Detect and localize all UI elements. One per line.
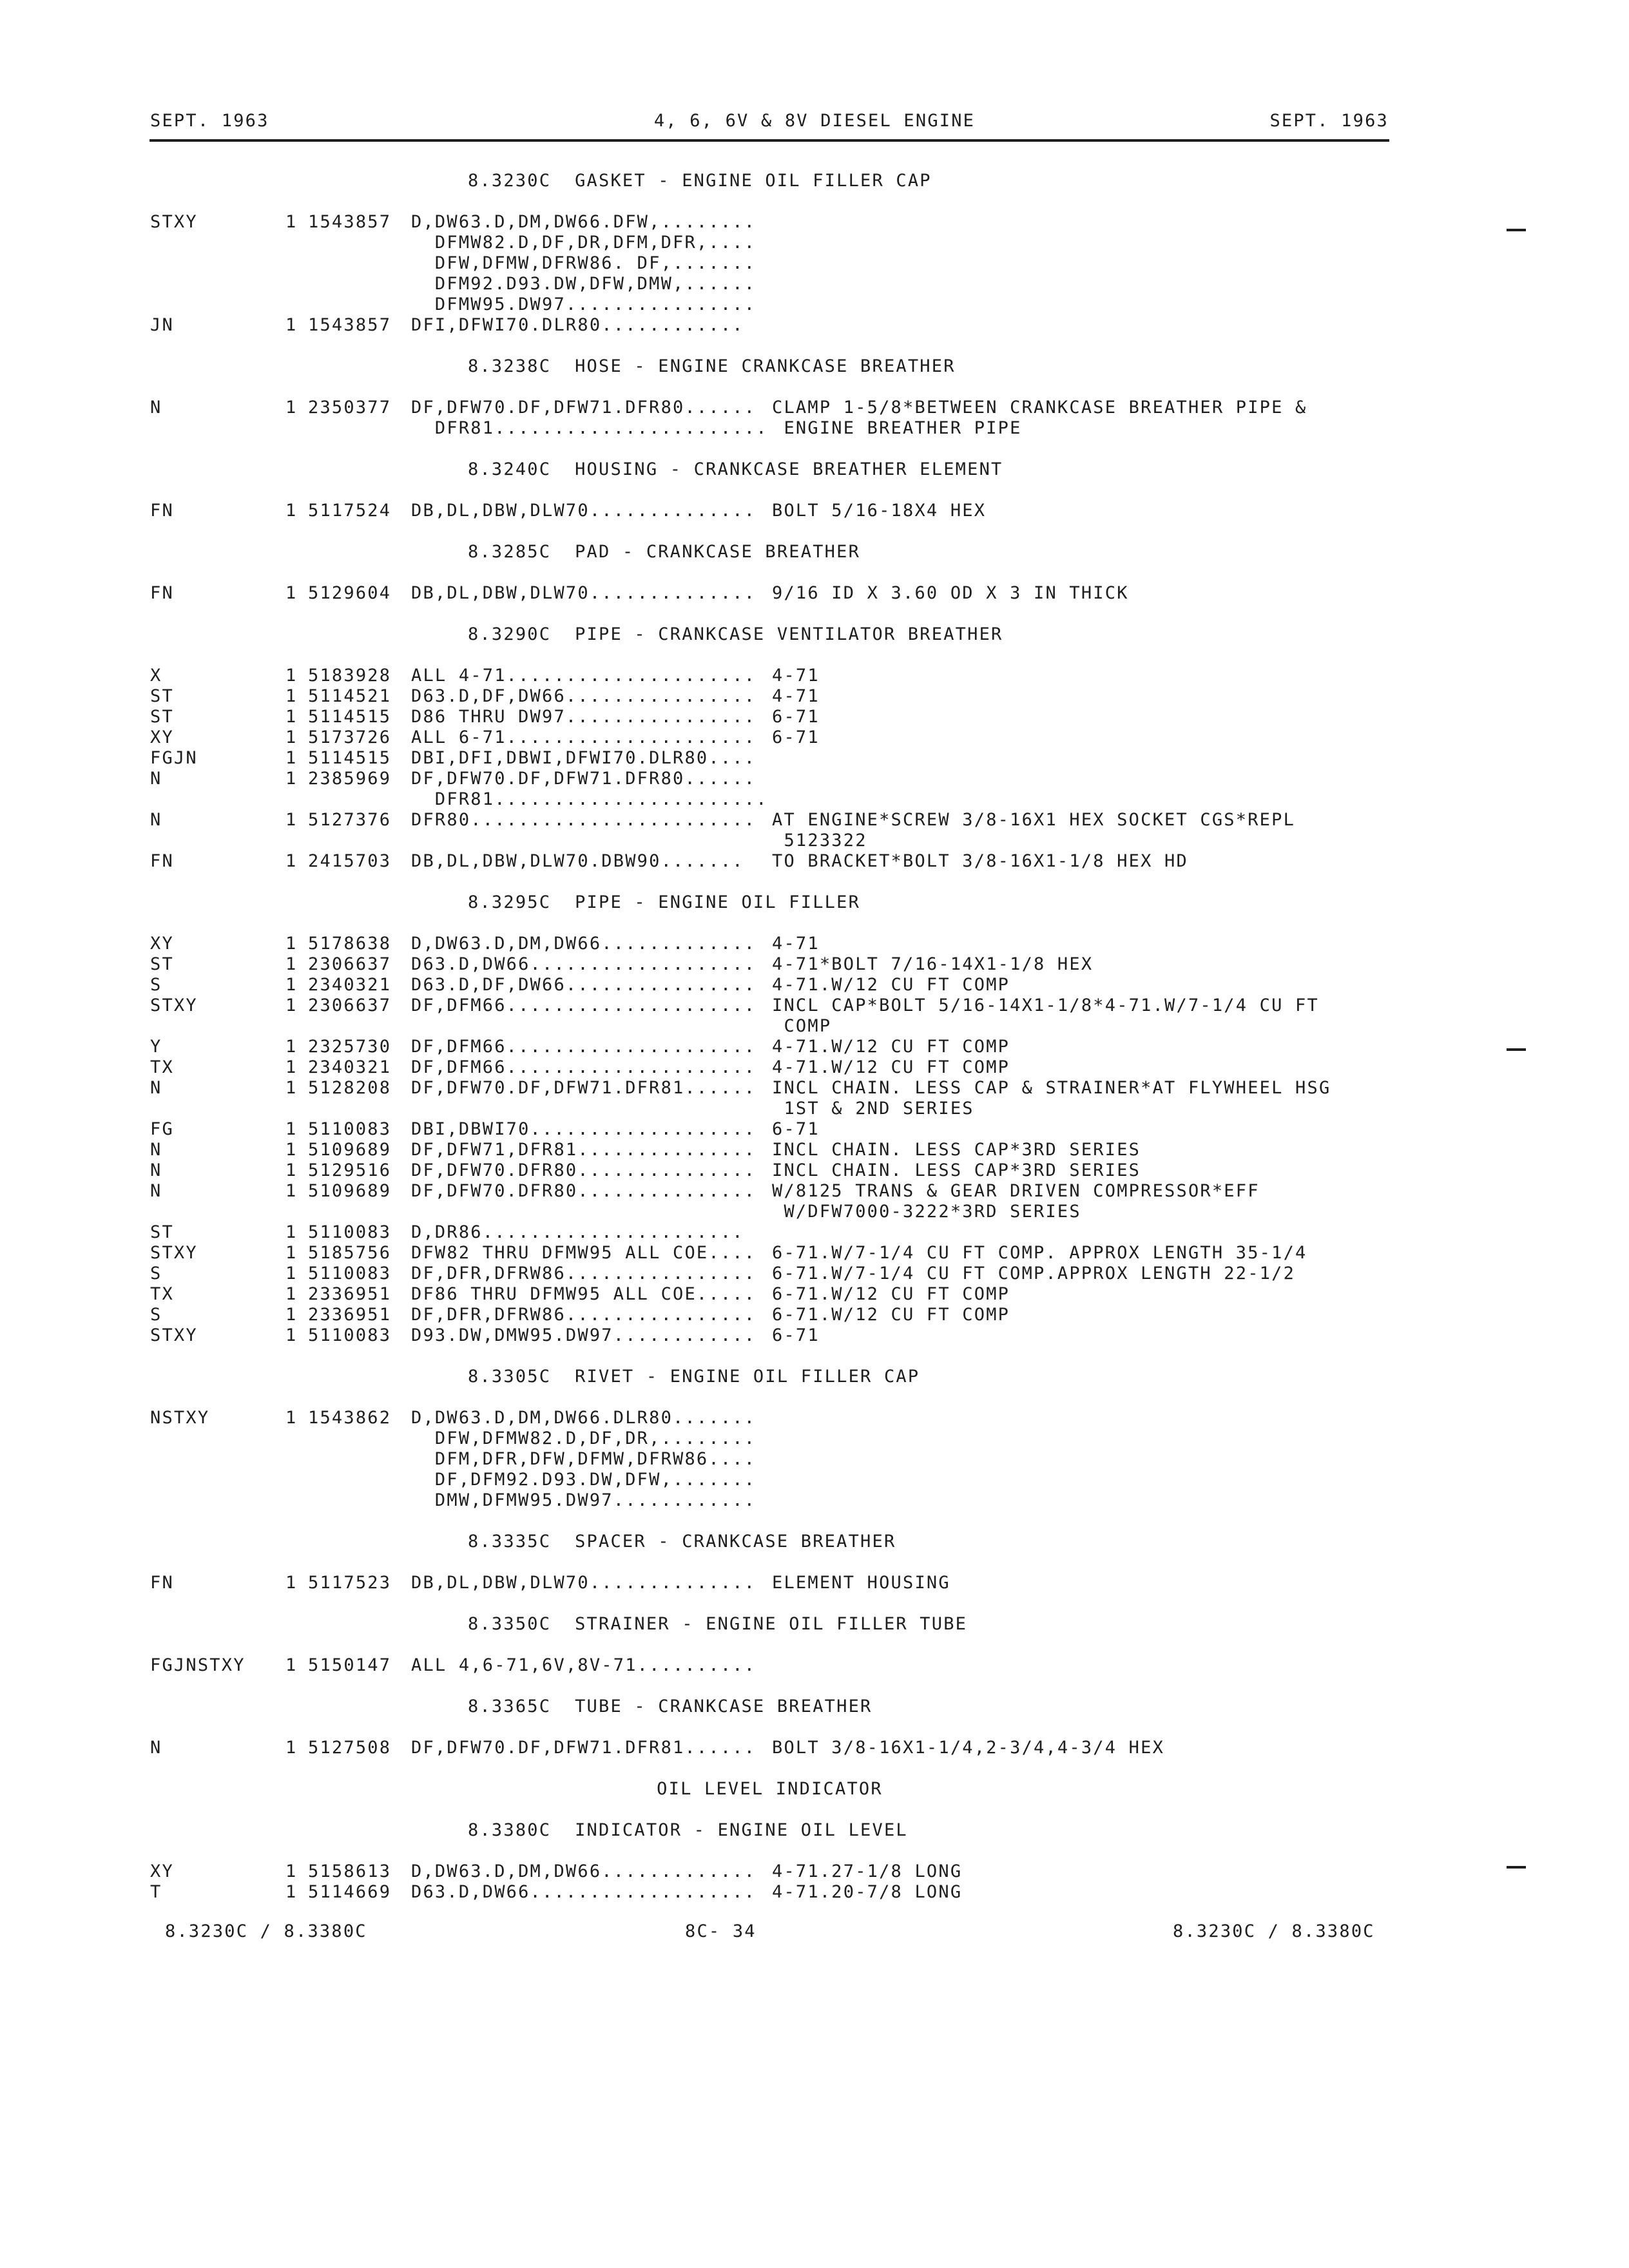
blank-line <box>150 377 1439 398</box>
footer-page-number: 8C- 34 <box>685 1921 757 1941</box>
model-applicability: D,DW63.D,DM,DW66.DFW,........ <box>411 212 757 232</box>
item-quantity: 1 <box>285 583 298 603</box>
item-quantity: 1 <box>285 501 298 521</box>
list-item <box>150 1264 1439 1284</box>
part-number: 5110083 <box>308 1119 392 1139</box>
item-remark: W/DFW7000-3222*3RD SERIES <box>772 1202 1081 1222</box>
model-applicability: DFW,DFMW,DFRW86. DF,....... <box>411 253 757 273</box>
item-code: N <box>150 1160 162 1180</box>
model-applicability: D63.D,DW66................... <box>411 1882 757 1902</box>
item-code: ST <box>150 1222 174 1242</box>
part-number: 5173726 <box>308 727 392 747</box>
model-applicability: D,DR86...................... <box>411 1222 744 1242</box>
section-heading: 8.3238C HOSE - ENGINE CRANKCASE BREATHER <box>468 356 956 376</box>
list-item <box>150 1243 1439 1264</box>
list-item <box>150 995 1439 1016</box>
item-quantity: 1 <box>285 1573 298 1593</box>
item-remark: 6-71 <box>772 1325 820 1345</box>
item-code: N <box>150 1181 162 1201</box>
list-item <box>150 1202 1439 1222</box>
item-quantity: 1 <box>285 1140 298 1160</box>
list-item <box>150 1655 1439 1676</box>
item-code: N <box>150 769 162 789</box>
part-number: 2336951 <box>308 1284 392 1304</box>
item-quantity: 1 <box>285 1655 298 1675</box>
model-applicability: DF,DFR,DFRW86................ <box>411 1305 757 1325</box>
list-item <box>150 686 1439 707</box>
item-code: S <box>150 1305 162 1325</box>
item-remark: BOLT 5/16-18X4 HEX <box>772 501 987 521</box>
section-heading-line <box>150 356 1439 377</box>
item-quantity: 1 <box>285 1078 298 1098</box>
part-number: 5110083 <box>308 1325 392 1345</box>
model-applicability: DFR80........................ <box>411 810 757 830</box>
item-code: STXY <box>150 1325 198 1345</box>
item-remark: 4-71.W/12 CU FT COMP <box>772 1057 1010 1077</box>
list-item <box>150 233 1439 253</box>
item-remark: 6-71 <box>772 707 820 727</box>
section-heading-line <box>150 1614 1439 1635</box>
item-quantity: 1 <box>285 1057 298 1077</box>
model-applicability: DF,DFM92.D93.DW,DFW,....... <box>411 1470 757 1490</box>
item-remark: 6-71.W/7-1/4 CU FT COMP.APPROX LENGTH 22-1/2 <box>772 1264 1296 1283</box>
list-item <box>150 851 1439 872</box>
list-item <box>150 418 1439 439</box>
part-number: 2340321 <box>308 1057 392 1077</box>
model-applicability: ALL 4-71..................... <box>411 666 757 686</box>
item-code: FN <box>150 583 174 603</box>
blank-line <box>150 1552 1439 1573</box>
item-code: N <box>150 810 162 830</box>
item-remark: 6-71 <box>772 1119 820 1139</box>
item-quantity: 1 <box>285 1181 298 1201</box>
list-item <box>150 1140 1439 1160</box>
item-remark: INCL CHAIN. LESS CAP*3RD SERIES <box>772 1140 1141 1160</box>
part-number: 5158613 <box>308 1861 392 1881</box>
list-item <box>150 1016 1439 1037</box>
blank-line <box>150 1676 1439 1696</box>
item-quantity: 1 <box>285 666 298 686</box>
section-heading-line <box>150 624 1439 645</box>
item-remark: BOLT 3/8-16X1-1/4,2-3/4,4-3/4 HEX <box>772 1738 1165 1758</box>
blank-line <box>150 645 1439 666</box>
item-quantity: 1 <box>285 975 298 995</box>
item-quantity: 1 <box>285 769 298 789</box>
part-number: 2306637 <box>308 954 392 974</box>
item-remark: W/8125 TRANS & GEAR DRIVEN COMPRESSOR*EFF <box>772 1181 1260 1201</box>
part-number: 2415703 <box>308 851 392 871</box>
item-quantity: 1 <box>285 727 298 747</box>
section-heading: 8.3365C TUBE - CRANKCASE BREATHER <box>468 1696 872 1716</box>
item-code: X <box>150 666 162 686</box>
part-number: 5127508 <box>308 1738 392 1758</box>
list-item <box>150 666 1439 686</box>
group-title-line <box>150 1779 1439 1800</box>
part-number: 5117524 <box>308 501 392 521</box>
item-code: ST <box>150 954 174 974</box>
section-heading-line <box>150 459 1439 480</box>
model-applicability: DB,DL,DBW,DLW70.............. <box>411 501 757 521</box>
model-applicability: DF86 THRU DFMW95 ALL COE..... <box>411 1284 757 1304</box>
part-number: 2385969 <box>308 769 392 789</box>
part-number: 5185756 <box>308 1243 392 1263</box>
item-code: FN <box>150 1573 174 1593</box>
blank-line <box>150 604 1439 624</box>
model-applicability: DBI,DBWI70................... <box>411 1119 757 1139</box>
item-quantity: 1 <box>285 1160 298 1180</box>
part-number: 5178638 <box>308 934 392 954</box>
list-item <box>150 1861 1439 1882</box>
header-rule <box>149 139 1389 142</box>
blank-line <box>150 191 1439 212</box>
item-code: XY <box>150 1861 174 1881</box>
model-applicability: DF,DFW70.DF,DFW71.DFR81...... <box>411 1738 757 1758</box>
item-quantity: 1 <box>285 1882 298 1902</box>
part-number: 1543862 <box>308 1408 392 1428</box>
section-heading: 8.3380C INDICATOR - ENGINE OIL LEVEL <box>468 1820 908 1840</box>
item-code: S <box>150 1264 162 1283</box>
item-code: STXY <box>150 212 198 232</box>
item-code: T <box>150 1882 162 1902</box>
item-remark: 4-71 <box>772 666 820 686</box>
model-applicability: DB,DL,DBW,DLW70.DBW90....... <box>411 851 744 871</box>
blank-line <box>150 336 1439 356</box>
item-quantity: 1 <box>285 1264 298 1283</box>
item-quantity: 1 <box>285 686 298 706</box>
item-remark: 6-71.W/12 CU FT COMP <box>772 1284 1010 1304</box>
blank-line <box>150 1717 1439 1738</box>
item-quantity: 1 <box>285 707 298 727</box>
list-item <box>150 1119 1439 1140</box>
item-remark: 5123322 <box>772 831 867 850</box>
item-remark: INCL CHAIN. LESS CAP*3RD SERIES <box>772 1160 1141 1180</box>
list-item <box>150 1428 1439 1449</box>
list-item <box>150 583 1439 604</box>
list-item <box>150 253 1439 274</box>
blank-line <box>150 913 1439 934</box>
model-applicability: ALL 4,6-71,6V,8V-71.......... <box>411 1655 757 1675</box>
item-code: XY <box>150 727 174 747</box>
item-quantity: 1 <box>285 1284 298 1304</box>
item-quantity: 1 <box>285 1738 298 1758</box>
item-code: ST <box>150 686 174 706</box>
list-item <box>150 1573 1439 1593</box>
model-applicability: D63.D,DW66................... <box>411 954 757 974</box>
list-item <box>150 934 1439 954</box>
list-item <box>150 975 1439 995</box>
part-number: 5114521 <box>308 686 392 706</box>
item-code: S <box>150 975 162 995</box>
footer-range-right: 8.3230C / 8.3380C <box>1173 1921 1375 1941</box>
part-number: 5114669 <box>308 1882 392 1902</box>
item-remark: ELEMENT HOUSING <box>772 1573 950 1593</box>
list-item <box>150 1078 1439 1099</box>
item-quantity: 1 <box>285 1037 298 1057</box>
model-applicability: ALL 6-71..................... <box>411 727 757 747</box>
model-applicability: DB,DL,DBW,DLW70.............. <box>411 1573 757 1593</box>
model-applicability: DFW,DFMW82.D,DF,DR,........ <box>411 1428 757 1448</box>
item-code: STXY <box>150 995 198 1015</box>
part-number: 5114515 <box>308 748 392 768</box>
model-applicability: DFI,DFWI70.DLR80............ <box>411 315 744 335</box>
header-title: 4, 6, 6V & 8V DIESEL ENGINE <box>653 111 976 131</box>
item-remark: 4-71.27-1/8 LONG <box>772 1861 963 1881</box>
item-remark: 6-71.W/7-1/4 CU FT COMP. APPROX LENGTH 35-1/4 <box>772 1243 1307 1263</box>
blank-line <box>150 1346 1439 1367</box>
list-item <box>150 1490 1439 1511</box>
section-heading: 8.3350C STRAINER - ENGINE OIL FILLER TUBE <box>468 1614 968 1634</box>
section-heading: 8.3305C RIVET - ENGINE OIL FILLER CAP <box>468 1367 920 1387</box>
footer-range-left: 8.3230C / 8.3380C <box>165 1921 367 1941</box>
item-code: FN <box>150 501 174 521</box>
blank-line <box>150 1635 1439 1655</box>
part-number: 2350377 <box>308 398 392 418</box>
part-number: 2306637 <box>308 995 392 1015</box>
section-heading-line <box>150 1367 1439 1387</box>
list-item <box>150 810 1439 831</box>
model-applicability: DFMW95.DW97................ <box>411 294 757 314</box>
item-remark: 4-71 <box>772 934 820 954</box>
model-applicability: DBI,DFI,DBWI,DFWI70.DLR80.... <box>411 748 757 768</box>
part-number: 5128208 <box>308 1078 392 1098</box>
list-item <box>150 1305 1439 1325</box>
item-remark: INCL CAP*BOLT 5/16-14X1-1/8*4-71.W/7-1/4 CU FT <box>772 995 1319 1015</box>
item-remark: 9/16 ID X 3.60 OD X 3 IN THICK <box>772 583 1129 603</box>
item-remark: 4-71.W/12 CU FT COMP <box>772 1037 1010 1057</box>
list-item <box>150 748 1439 769</box>
item-code: N <box>150 1738 162 1758</box>
section-heading: 8.3295C PIPE - ENGINE OIL FILLER <box>468 892 861 912</box>
list-item <box>150 1738 1439 1758</box>
model-applicability: DFR81....................... <box>411 418 768 438</box>
blank-line <box>150 1758 1439 1779</box>
item-quantity: 1 <box>285 1861 298 1881</box>
item-quantity: 1 <box>285 810 298 830</box>
item-remark: 4-71*BOLT 7/16-14X1-1/8 HEX <box>772 954 1094 974</box>
list-item <box>150 274 1439 294</box>
item-remark: 6-71 <box>772 727 820 747</box>
part-number: 5109689 <box>308 1140 392 1160</box>
item-code: TX <box>150 1057 174 1077</box>
list-item <box>150 212 1439 233</box>
item-code: FG <box>150 1119 174 1139</box>
model-applicability: DF,DFM66..................... <box>411 995 757 1015</box>
part-number: 5129516 <box>308 1160 392 1180</box>
item-quantity: 1 <box>285 1243 298 1263</box>
part-number: 5109689 <box>308 1181 392 1201</box>
section-heading: 8.3285C PAD - CRANKCASE BREATHER <box>468 542 861 562</box>
blank-line <box>150 562 1439 583</box>
model-applicability: DF,DFW71,DFR81............... <box>411 1140 757 1160</box>
item-code: JN <box>150 315 174 335</box>
part-number: 1543857 <box>308 212 392 232</box>
model-applicability: DF,DFR,DFRW86................ <box>411 1264 757 1283</box>
list-item <box>150 769 1439 789</box>
section-heading-line <box>150 171 1439 191</box>
item-quantity: 1 <box>285 1325 298 1345</box>
model-applicability: D86 THRU DW97................ <box>411 707 757 727</box>
list-item <box>150 501 1439 521</box>
list-item <box>150 727 1439 748</box>
section-heading-line <box>150 892 1439 913</box>
list-item <box>150 789 1439 810</box>
item-code: XY <box>150 934 174 954</box>
list-item <box>150 1882 1439 1903</box>
model-applicability: D,DW63.D,DM,DW66............. <box>411 934 757 954</box>
revision-mark <box>1507 1048 1526 1051</box>
model-applicability: DMW,DFMW95.DW97............ <box>411 1490 757 1510</box>
model-applicability: DF,DFM66..................... <box>411 1037 757 1057</box>
model-applicability: DFR81....................... <box>411 789 768 809</box>
item-remark: 6-71.W/12 CU FT COMP <box>772 1305 1010 1325</box>
header-date-left: SEPT. 1963 <box>150 111 269 131</box>
item-remark: 4-71.20-7/8 LONG <box>772 1882 963 1902</box>
model-applicability: DFW82 THRU DFMW95 ALL COE.... <box>411 1243 757 1263</box>
list-item <box>150 294 1439 315</box>
item-code: TX <box>150 1284 174 1304</box>
item-quantity: 1 <box>285 1305 298 1325</box>
item-quantity: 1 <box>285 212 298 232</box>
item-quantity: 1 <box>285 748 298 768</box>
item-remark: 4-71.W/12 CU FT COMP <box>772 975 1010 995</box>
model-applicability: DFMW82.D,DF,DR,DFM,DFR,.... <box>411 233 757 253</box>
part-number: 5110083 <box>308 1222 392 1242</box>
item-remark: CLAMP 1-5/8*BETWEEN CRANKCASE BREATHER PIPE & <box>772 398 1307 418</box>
part-number: 2325730 <box>308 1037 392 1057</box>
model-applicability: DFM92.D93.DW,DFW,DMW,...... <box>411 274 757 294</box>
model-applicability: DF,DFW70.DFR80............... <box>411 1181 757 1201</box>
section-heading: 8.3230C GASKET - ENGINE OIL FILLER CAP <box>468 171 932 191</box>
item-remark: ENGINE BREATHER PIPE <box>772 418 1022 438</box>
model-applicability: D,DW63.D,DM,DW66.DLR80....... <box>411 1408 757 1428</box>
blank-line <box>150 872 1439 892</box>
model-applicability: DF,DFM66..................... <box>411 1057 757 1077</box>
blank-line <box>150 1841 1439 1861</box>
blank-line <box>150 1800 1439 1820</box>
part-number: 1543857 <box>308 315 392 335</box>
model-applicability: DF,DFW70.DF,DFW71.DFR81...... <box>411 1078 757 1098</box>
list-item <box>150 1037 1439 1057</box>
item-quantity: 1 <box>285 1119 298 1139</box>
part-number: 5114515 <box>308 707 392 727</box>
part-number: 5183928 <box>308 666 392 686</box>
blank-line <box>150 1387 1439 1408</box>
item-remark: 1ST & 2ND SERIES <box>772 1099 974 1119</box>
list-item <box>150 1057 1439 1078</box>
model-applicability: DB,DL,DBW,DLW70.............. <box>411 583 757 603</box>
model-applicability: DF,DFW70.DFR80............... <box>411 1160 757 1180</box>
list-item <box>150 707 1439 727</box>
model-applicability: D93.DW,DMW95.DW97............ <box>411 1325 757 1345</box>
item-quantity: 1 <box>285 851 298 871</box>
revision-mark <box>1507 229 1526 231</box>
list-item <box>150 1181 1439 1202</box>
section-heading-line <box>150 542 1439 562</box>
blank-line <box>150 521 1439 542</box>
item-quantity: 1 <box>285 934 298 954</box>
list-item <box>150 1470 1439 1490</box>
item-quantity: 1 <box>285 398 298 418</box>
item-quantity: 1 <box>285 315 298 335</box>
part-number: 5127376 <box>308 810 392 830</box>
model-applicability: D,DW63.D,DM,DW66............. <box>411 1861 757 1881</box>
list-item <box>150 398 1439 418</box>
item-remark: AT ENGINE*SCREW 3/8-16X1 HEX SOCKET CGS*REPL <box>772 810 1296 830</box>
list-item <box>150 1449 1439 1470</box>
item-code: FGJN <box>150 748 198 768</box>
list-item <box>150 1160 1439 1181</box>
list-item <box>150 1284 1439 1305</box>
item-quantity: 1 <box>285 995 298 1015</box>
list-item <box>150 831 1439 851</box>
item-code: N <box>150 1140 162 1160</box>
item-remark: 4-71 <box>772 686 820 706</box>
blank-line <box>150 1593 1439 1614</box>
section-heading: 8.3290C PIPE - CRANKCASE VENTILATOR BREATHER <box>468 624 1003 644</box>
list-item <box>150 954 1439 975</box>
part-number: 5150147 <box>308 1655 392 1675</box>
item-code: N <box>150 398 162 418</box>
list-item <box>150 1325 1439 1346</box>
section-heading-line <box>150 1532 1439 1552</box>
list-item <box>150 315 1439 336</box>
section-heading: 8.3240C HOUSING - CRANKCASE BREATHER ELEMENT <box>468 459 1003 479</box>
item-code: Y <box>150 1037 162 1057</box>
item-code: FN <box>150 851 174 871</box>
item-remark: INCL CHAIN. LESS CAP & STRAINER*AT FLYWHEEL HSG <box>772 1078 1331 1098</box>
item-code: ST <box>150 707 174 727</box>
item-code: N <box>150 1078 162 1098</box>
group-title: OIL LEVEL INDICATOR <box>657 1779 883 1799</box>
revision-mark <box>1507 1866 1526 1869</box>
header-date-right: SEPT. 1963 <box>1269 111 1389 131</box>
section-heading: 8.3335C SPACER - CRANKCASE BREATHER <box>468 1532 896 1552</box>
part-number: 5110083 <box>308 1264 392 1283</box>
model-applicability: D63.D,DF,DW66................ <box>411 686 757 706</box>
model-applicability: D63.D,DF,DW66................ <box>411 975 757 995</box>
model-applicability: DF,DFW70.DF,DFW71.DFR80...... <box>411 769 757 789</box>
part-number: 5129604 <box>308 583 392 603</box>
item-quantity: 1 <box>285 1408 298 1428</box>
item-code: FGJNSTXY <box>150 1655 246 1675</box>
list-item <box>150 1222 1439 1243</box>
item-code: NSTXY <box>150 1408 210 1428</box>
blank-line <box>150 439 1439 459</box>
part-number: 2340321 <box>308 975 392 995</box>
item-remark: COMP <box>772 1016 832 1036</box>
item-remark: TO BRACKET*BOLT 3/8-16X1-1/8 HEX HD <box>772 851 1188 871</box>
parts-list <box>150 171 1439 1903</box>
item-code: STXY <box>150 1243 198 1263</box>
part-number: 2336951 <box>308 1305 392 1325</box>
section-heading-line <box>150 1820 1439 1841</box>
model-applicability: DF,DFW70.DF,DFW71.DFR80...... <box>411 398 757 418</box>
list-item <box>150 1099 1439 1119</box>
part-number: 5117523 <box>308 1573 392 1593</box>
model-applicability: DFM,DFR,DFW,DFMW,DFRW86.... <box>411 1449 757 1469</box>
section-heading-line <box>150 1696 1439 1717</box>
item-quantity: 1 <box>285 1222 298 1242</box>
item-quantity: 1 <box>285 954 298 974</box>
list-item <box>150 1408 1439 1428</box>
blank-line <box>150 480 1439 501</box>
blank-line <box>150 1511 1439 1532</box>
